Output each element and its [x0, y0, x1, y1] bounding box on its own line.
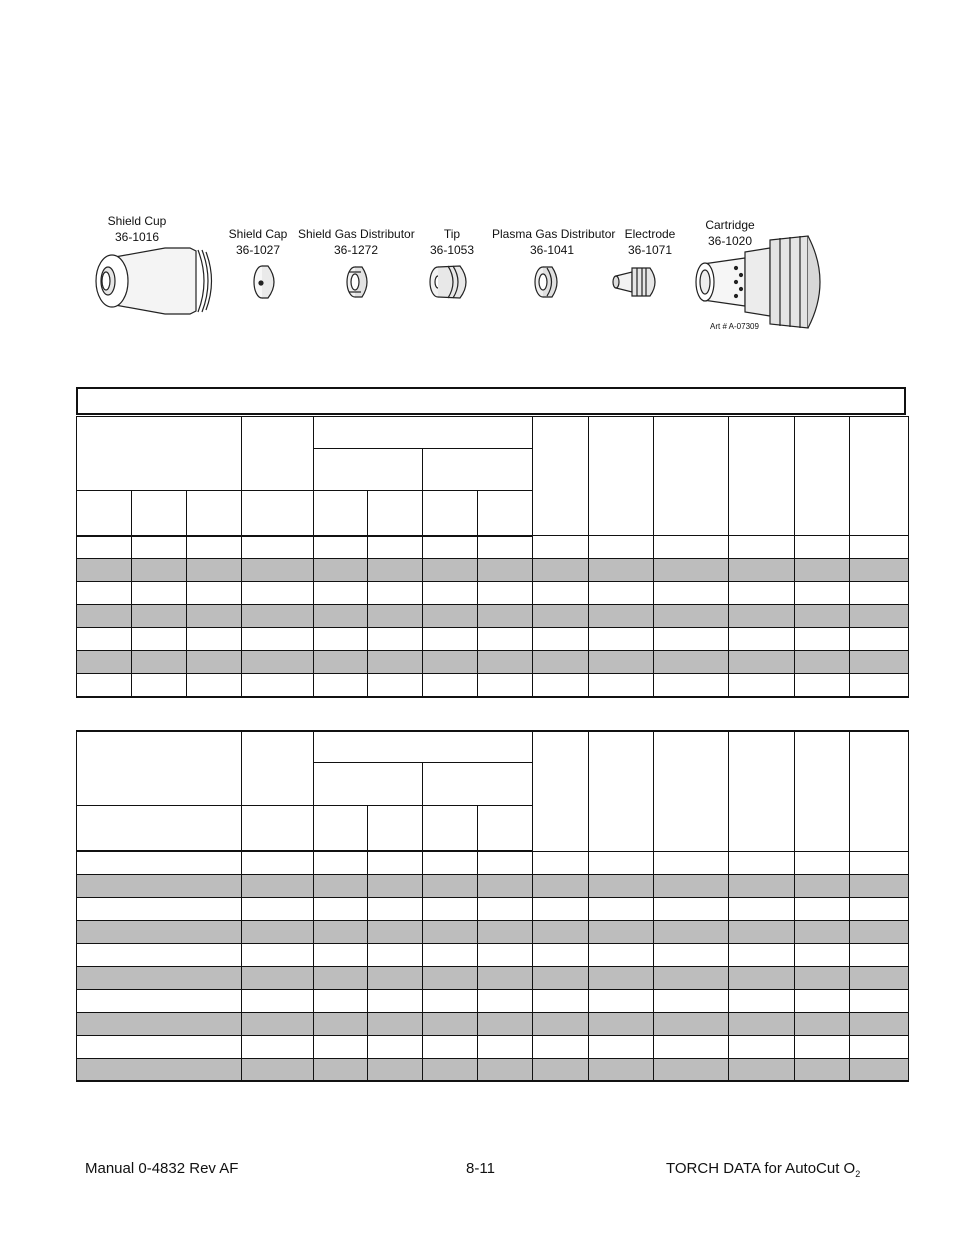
- part-number: 36-1272: [333, 243, 379, 257]
- art-number: Art # A-07309: [710, 322, 759, 331]
- table-row: [77, 851, 909, 874]
- table-row: [77, 989, 909, 1012]
- table-row: [77, 966, 909, 989]
- shield-cup-drawing: [96, 248, 212, 314]
- shield-gas-distributor-drawing: [347, 267, 367, 297]
- header-row: [77, 417, 909, 449]
- part-number: 36-1020: [707, 234, 753, 248]
- part-name: Plasma Gas Distributor: [492, 227, 616, 241]
- table-row: [77, 1012, 909, 1035]
- header-row: [77, 731, 909, 762]
- part-number: 36-1041: [529, 243, 575, 257]
- part-name: Shield Gas Distributor: [298, 227, 415, 241]
- part-name: Shield Cap: [228, 227, 288, 241]
- table-row: [77, 1035, 909, 1058]
- electrode-drawing: [613, 268, 655, 296]
- shield-cap-drawing: [254, 266, 274, 298]
- part-number: 36-1053: [429, 243, 475, 257]
- part-name: Tip: [443, 227, 461, 241]
- part-number: 36-1071: [627, 243, 673, 257]
- table-row: [77, 651, 909, 674]
- table-row: [77, 605, 909, 628]
- part-number: 36-1027: [235, 243, 281, 257]
- table-row: [77, 674, 909, 697]
- lower-data-table: [76, 730, 909, 1082]
- table-row: [77, 1058, 909, 1081]
- footer-section-subscript: 2: [855, 1169, 861, 1179]
- table-row: [77, 536, 909, 559]
- plasma-gas-distributor-drawing: [535, 267, 557, 297]
- footer-manual-number: Manual 0-4832 Rev AF: [85, 1160, 239, 1177]
- part-name: Cartridge: [705, 218, 755, 232]
- table-row: [77, 897, 909, 920]
- footer-page-number: 8-11: [466, 1160, 495, 1177]
- table-row: [77, 628, 909, 651]
- table-row: [77, 943, 909, 966]
- tip-drawing: [430, 266, 466, 298]
- upper-data-table: [76, 416, 909, 698]
- upper-table-title-box: [76, 387, 906, 415]
- table-row: [77, 582, 909, 605]
- cartridge-drawing: [696, 236, 820, 328]
- part-name: Shield Cup: [107, 214, 167, 228]
- consumables-drawing: [0, 0, 954, 340]
- table-row: [77, 874, 909, 897]
- table-row: [77, 559, 909, 582]
- footer-section-title: [666, 1160, 860, 1179]
- part-number: 36-1016: [114, 230, 160, 244]
- part-name: Electrode: [624, 227, 676, 241]
- footer-section-text: TORCH DATA for AutoCut O: [666, 1160, 856, 1177]
- table-row: [77, 920, 909, 943]
